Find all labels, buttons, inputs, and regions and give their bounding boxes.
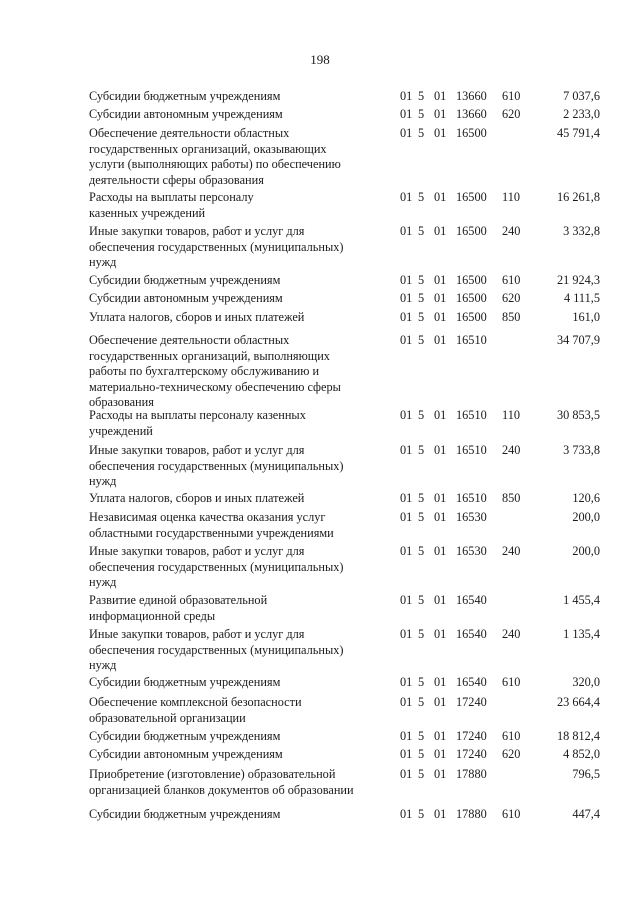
target-article-code-part: 5 — [418, 491, 425, 505]
target-article-code-part: 01 — [400, 126, 413, 140]
amount: 447,4 — [572, 807, 600, 821]
expense-name: Обеспечение комплексной безопасности образовательной организации — [89, 695, 302, 725]
expense-name: Развитие единой образовательной информационной среды — [89, 593, 268, 623]
target-article-code-part: 13660 — [456, 89, 487, 103]
amount: 200,0 — [572, 510, 600, 524]
target-article-code-part: 16510 — [456, 491, 487, 505]
amount: 120,6 — [572, 491, 600, 505]
target-article-code-part: 5 — [418, 190, 425, 204]
expense-type-code: 850 — [502, 491, 521, 505]
target-article-code-part: 16510 — [456, 333, 487, 347]
amount: 320,0 — [572, 675, 600, 689]
expense-type-code: 620 — [502, 747, 521, 761]
amount: 18 812,4 — [556, 729, 600, 743]
expense-name: Субсидии бюджетным учреждениям — [89, 675, 281, 689]
expense-type-code: 620 — [502, 291, 521, 305]
expense-name: Субсидии бюджетным учреждениям — [89, 729, 281, 743]
amount: 30 853,5 — [556, 408, 600, 422]
amount: 161,0 — [572, 310, 600, 324]
target-article-code-part: 01 — [434, 107, 447, 121]
target-article-code-part: 17240 — [456, 695, 487, 709]
expense-name: Иные закупки товаров, работ и услуг для обеспечения государственных (муниципальных) нужд — [89, 443, 344, 489]
target-article-code-part: 01 — [434, 273, 447, 287]
target-article-code-part: 01 — [400, 593, 413, 607]
amount: 3 332,8 — [563, 224, 600, 238]
target-article-code-part: 5 — [418, 675, 425, 689]
expense-name: Субсидии бюджетным учреждениям — [89, 89, 281, 103]
target-article-code-part: 5 — [418, 89, 425, 103]
expense-type-code: 240 — [502, 627, 521, 641]
target-article-code-part: 01 — [434, 729, 447, 743]
amount: 23 664,4 — [556, 695, 600, 709]
expense-name: Уплата налогов, сборов и иных платежей — [89, 310, 305, 324]
amount: 3 733,8 — [563, 443, 600, 457]
expense-type-code: 610 — [502, 729, 521, 743]
target-article-code-part: 01 — [434, 491, 447, 505]
expense-type-code: 110 — [502, 190, 520, 204]
target-article-code-part: 01 — [400, 107, 413, 121]
expense-type-code: 240 — [502, 544, 521, 558]
amount: 1 135,4 — [563, 627, 600, 641]
expense-type-code: 620 — [502, 107, 521, 121]
amount: 7 037,6 — [563, 89, 600, 103]
target-article-code-part: 16510 — [456, 408, 487, 422]
target-article-code-part: 01 — [400, 675, 413, 689]
target-article-code-part: 01 — [434, 190, 447, 204]
expense-type-code: 240 — [502, 443, 521, 457]
target-article-code-part: 01 — [434, 627, 447, 641]
target-article-code-part: 17880 — [456, 767, 487, 781]
target-article-code-part: 5 — [418, 333, 425, 347]
target-article-code-part: 01 — [400, 747, 413, 761]
target-article-code-part: 16500 — [456, 310, 487, 324]
target-article-code-part: 01 — [434, 89, 447, 103]
target-article-code-part: 5 — [418, 443, 425, 457]
target-article-code-part: 01 — [434, 310, 447, 324]
expense-name: Иные закупки товаров, работ и услуг для обеспечения государственных (муниципальных) нужд — [89, 627, 344, 673]
target-article-code-part: 01 — [434, 408, 447, 422]
target-article-code-part: 01 — [400, 807, 413, 821]
expense-name: Субсидии автономным учреждениям — [89, 747, 283, 761]
expense-type-code: 610 — [502, 89, 521, 103]
expense-name: Субсидии бюджетным учреждениям — [89, 807, 281, 821]
target-article-code-part: 16500 — [456, 273, 487, 287]
target-article-code-part: 5 — [418, 126, 425, 140]
expense-name: Субсидии автономным учреждениям — [89, 107, 283, 121]
target-article-code-part: 01 — [400, 190, 413, 204]
expense-name: Независимая оценка качества оказания услуг областными государственными учреждениями — [89, 510, 334, 540]
expense-name: Субсидии бюджетным учреждениям — [89, 273, 281, 287]
expense-name: Расходы на выплаты персоналу казенных учреждений — [89, 408, 306, 438]
target-article-code-part: 01 — [434, 126, 447, 140]
target-article-code-part: 16530 — [456, 544, 487, 558]
amount: 16 261,8 — [556, 190, 600, 204]
target-article-code-part: 01 — [400, 695, 413, 709]
expense-type-code: 610 — [502, 273, 521, 287]
target-article-code-part: 5 — [418, 627, 425, 641]
target-article-code-part: 01 — [400, 333, 413, 347]
target-article-code-part: 01 — [400, 291, 413, 305]
expense-type-code: 610 — [502, 675, 521, 689]
target-article-code-part: 01 — [434, 544, 447, 558]
target-article-code-part: 16500 — [456, 126, 487, 140]
target-article-code-part: 5 — [418, 593, 425, 607]
target-article-code-part: 5 — [418, 544, 425, 558]
target-article-code-part: 13660 — [456, 107, 487, 121]
target-article-code-part: 01 — [400, 729, 413, 743]
target-article-code-part: 17240 — [456, 729, 487, 743]
target-article-code-part: 16540 — [456, 627, 487, 641]
target-article-code-part: 5 — [418, 729, 425, 743]
target-article-code-part: 01 — [400, 224, 413, 238]
target-article-code-part: 01 — [400, 767, 413, 781]
target-article-code-part: 5 — [418, 510, 425, 524]
target-article-code-part: 17240 — [456, 747, 487, 761]
page-number: 198 — [310, 52, 330, 67]
target-article-code-part: 01 — [434, 333, 447, 347]
expense-name: Расходы на выплаты персоналу казенных учреждений — [89, 190, 254, 220]
amount: 2 233,0 — [563, 107, 600, 121]
target-article-code-part: 01 — [434, 807, 447, 821]
amount: 200,0 — [572, 544, 600, 558]
target-article-code-part: 01 — [400, 310, 413, 324]
target-article-code-part: 01 — [400, 408, 413, 422]
target-article-code-part: 01 — [434, 510, 447, 524]
expense-name: Субсидии автономным учреждениям — [89, 291, 283, 305]
target-article-code-part: 01 — [434, 291, 447, 305]
target-article-code-part: 01 — [400, 491, 413, 505]
expense-type-code: 110 — [502, 408, 520, 422]
amount: 4 111,5 — [564, 291, 600, 305]
target-article-code-part: 16500 — [456, 291, 487, 305]
target-article-code-part: 5 — [418, 273, 425, 287]
target-article-code-part: 5 — [418, 310, 425, 324]
target-article-code-part: 16510 — [456, 443, 487, 457]
amount: 45 791,4 — [556, 126, 600, 140]
target-article-code-part: 5 — [418, 224, 425, 238]
amount: 796,5 — [572, 767, 600, 781]
amount: 34 707,9 — [556, 333, 600, 347]
target-article-code-part: 5 — [418, 767, 425, 781]
target-article-code-part: 5 — [418, 807, 425, 821]
expense-name: Обеспечение деятельности областных государственных организаций, оказывающих услуги (выполняющих работы) по обеспечению деятельности сферы образования — [89, 126, 341, 187]
target-article-code-part: 01 — [434, 224, 447, 238]
expense-name: Уплата налогов, сборов и иных платежей — [89, 491, 305, 505]
target-article-code-part: 17880 — [456, 807, 487, 821]
target-article-code-part: 5 — [418, 747, 425, 761]
expense-name: Приобретение (изготовление) образовательной организацией бланков документов об образовании — [89, 767, 354, 797]
expense-type-code: 610 — [502, 807, 521, 821]
target-article-code-part: 01 — [434, 593, 447, 607]
expense-type-code: 850 — [502, 310, 521, 324]
target-article-code-part: 01 — [400, 544, 413, 558]
target-article-code-part: 5 — [418, 291, 425, 305]
amount: 1 455,4 — [563, 593, 600, 607]
target-article-code-part: 5 — [418, 107, 425, 121]
target-article-code-part: 01 — [434, 767, 447, 781]
target-article-code-part: 01 — [434, 695, 447, 709]
target-article-code-part: 01 — [400, 627, 413, 641]
amount: 21 924,3 — [556, 273, 600, 287]
target-article-code-part: 5 — [418, 695, 425, 709]
target-article-code-part: 16540 — [456, 593, 487, 607]
expense-name: Обеспечение деятельности областных государственных организаций, выполняющих работы по бухгалтерскому обслуживанию и материально-техническому обеспечению сферы образования — [89, 333, 341, 410]
target-article-code-part: 16540 — [456, 675, 487, 689]
target-article-code-part: 16530 — [456, 510, 487, 524]
expense-name: Иные закупки товаров, работ и услуг для обеспечения государственных (муниципальных) нужд — [89, 544, 344, 590]
expense-type-code: 240 — [502, 224, 521, 238]
target-article-code-part: 01 — [434, 747, 447, 761]
target-article-code-part: 01 — [400, 89, 413, 103]
amount: 4 852,0 — [563, 747, 600, 761]
target-article-code-part: 01 — [400, 273, 413, 287]
target-article-code-part: 01 — [434, 675, 447, 689]
target-article-code-part: 01 — [400, 510, 413, 524]
target-article-code-part: 01 — [400, 443, 413, 457]
expense-name: Иные закупки товаров, работ и услуг для обеспечения государственных (муниципальных) нужд — [89, 224, 344, 270]
target-article-code-part: 5 — [418, 408, 425, 422]
target-article-code-part: 01 — [434, 443, 447, 457]
target-article-code-part: 16500 — [456, 224, 487, 238]
target-article-code-part: 16500 — [456, 190, 487, 204]
